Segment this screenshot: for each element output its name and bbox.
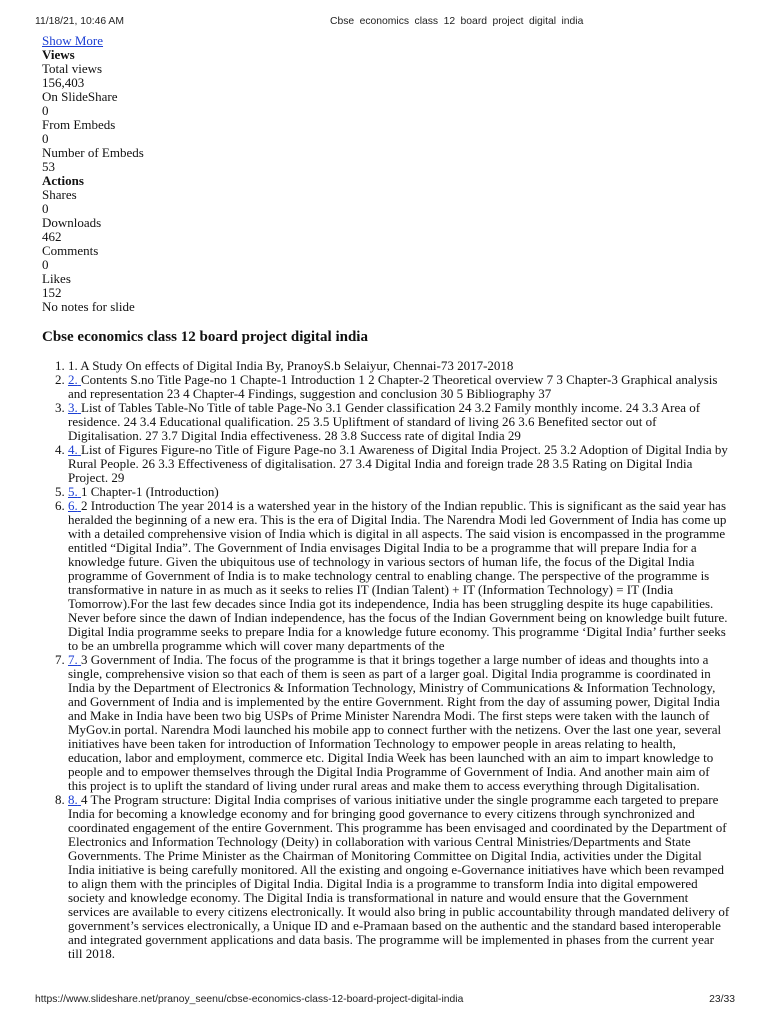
transcript-line: till 2018.	[68, 946, 115, 961]
transcript-line: Tomorrow).For the last few decades since India got its independence, India has been struggling despite its huge capabilities.	[68, 596, 714, 611]
slide-stats	[42, 34, 144, 314]
transcript-line: transformative in nature in as much as it seeks to relies IT (Indian Talent) + IT (Information Technology) = IT (India	[68, 582, 674, 597]
print-page-title: Cbse economics class 12 board project digital india	[330, 16, 584, 27]
transcript-line: India for becoming a knowledge economy and for bringing good governance to every citizens through synchronized and	[68, 806, 695, 821]
slide-notes: No notes for slide	[42, 299, 135, 314]
transcript-item	[68, 793, 729, 961]
downloads-value: 462	[42, 229, 62, 244]
transcript-line: initiatives have been taken for introduction of Information Technology to empower people in areas relating to health,	[68, 736, 676, 751]
transcript-line-text: 2 Introduction The year 2014 is a watershed year in the history of the Indian republic. This is significant as the said year has	[81, 498, 727, 513]
slide-link-label: 3.	[68, 400, 78, 415]
transcript-line: 1. 1. A Study On effects of Digital India By, PranoyS.b Selaiyur, Chennai-73 2017-2018	[68, 358, 514, 373]
transcript-line: people and to empower themselves through the Digital India Programme of Government of India. And another main aim of	[68, 764, 710, 779]
on-slideshare-label: On SlideShare	[42, 89, 118, 104]
show-more-row	[42, 34, 144, 48]
transcript-line-text: Contents S.no Title Page-no 1 Chapte-1 Introduction 1 2 Chapter-2 Theoretical overview 7 3 Chapter-3 Graphical analysis	[81, 372, 718, 387]
transcript-line: to align them with the principles of Digital India. Digital India is a programme to transform India into digital empowered	[68, 876, 698, 891]
transcript-line-text: List of Tables Table-No Title of table Page-No 3.1 Gender classification 24 3.2 Family monthly income. 24 3.3 Area of	[81, 400, 701, 415]
slide-link[interactable]	[68, 652, 81, 667]
slide-link[interactable]	[68, 372, 81, 387]
transcript-line: to be an umbrella programme which will cover many departments of the	[68, 638, 445, 653]
transcript-line: society and knowledge economy. The Digital India is transformational in nature and would ensure that the Government	[68, 890, 689, 905]
print-datetime: 11/18/21, 10:46 AM	[35, 16, 124, 27]
shares-value: 0	[42, 201, 49, 216]
transcript-line-text: 3 Government of India. The focus of the programme is that it brings together a large number of ideas and thoughts into a	[81, 652, 709, 667]
slide-link[interactable]	[68, 400, 81, 415]
transcript-line-text: List of Figures Figure-no Title of Figure Page-no 3.1 Awareness of Digital India Project. 25 3.2 Adoption of Digital India by	[81, 442, 728, 457]
transcript-line: heralded the beginning of a new era. This is the era of Digital India. The Narendra Modi led Government of India has come up	[68, 512, 727, 527]
transcript-line: Electronics and Information Technology (Deity) in collaboration with various Central Ministries/Departments and State	[68, 834, 691, 849]
slide-link-label: 7.	[68, 652, 78, 667]
print-footer	[0, 993, 768, 1007]
slide-link[interactable]	[68, 442, 81, 457]
transcript-line-text: 4 The Program structure: Digital India comprises of various initiative under the single programme each targeted to prepare	[81, 792, 719, 807]
transcript-line	[68, 653, 729, 667]
from-embeds-label: From Embeds	[42, 117, 116, 132]
slide-link-label: 5.	[68, 484, 78, 499]
transcript-line: entitled “Digital India”. The Government of India envisages Digital India to be a programme that will prepare India for a	[68, 540, 697, 555]
comments-label: Comments	[42, 243, 99, 258]
transcript-item	[68, 401, 729, 443]
transcript-item	[68, 359, 729, 373]
transcript-line: coordinated engagement of the entire Government. This programme has been envisaged and coordinated by the Department of	[68, 820, 727, 835]
likes-value: 152	[42, 285, 62, 300]
number-of-embeds-label: Number of Embeds	[42, 145, 144, 160]
transcript-line: residence. 24 3.4 Educational qualification. 25 3.5 Upliftment of standard of living 26 3.6 Benefited sector out of	[68, 414, 657, 429]
transcript-line: with a detailed comprehensive vision of India which is digital in all aspects. The said vision is encompassed in the programme	[68, 526, 726, 541]
transcript-line: and integrated government applications and data basis. The programme will be implemented in phases from the current year	[68, 932, 714, 947]
transcript-title: Cbse economics class 12 board project digital india	[42, 329, 368, 345]
transcript-line: education, labor and employment, commerce etc. Digital India Week has been launched with an aim to impart knowledge to	[68, 750, 714, 765]
transcript-item	[68, 485, 729, 499]
transcript-line	[68, 373, 729, 387]
transcript-line	[68, 401, 729, 415]
likes-label: Likes	[42, 271, 71, 286]
views-heading: Views	[42, 47, 75, 62]
slide-link-label: 8.	[68, 792, 78, 807]
transcript-line: Never before since the dawn of Indian independence, has the focus of the Indian Government being on knowledge built future.	[68, 610, 728, 625]
transcript-line	[68, 485, 729, 499]
transcript-line: single, comprehensive vision so that each of them is seen as part of a larger goal. Digital India programme is coordinated in	[68, 666, 711, 681]
transcript-line: Rural People. 26 3.3 Effectiveness of digitalisation. 27 3.4 Digital India and foreign trade 28 3.5 Rating on Digital India	[68, 456, 693, 471]
transcript-line: Digitalisation. 27 3.7 Digital India effectiveness. 28 3.8 Success rate of digital India 29	[68, 428, 521, 443]
slide-link-label: 4.	[68, 442, 78, 457]
transcript-item	[68, 499, 729, 653]
transcript-line: knowledge future. Given the ubiquitous use of technology in various sectors of human life, the focus of the Digital India	[68, 554, 695, 569]
on-slideshare-value: 0	[42, 103, 49, 118]
transcript-line: services are available to every citizens electronically. It would also bring in public accountability through mandated delivery of	[68, 904, 730, 919]
transcript-line: Project. 29	[68, 470, 125, 485]
transcript-line: programme of Government of India is to make technology central to enabling change. The perspective of the programme is	[68, 568, 710, 583]
transcript-line	[68, 499, 729, 513]
number-of-embeds-value: 53	[42, 159, 55, 174]
slide-link[interactable]	[68, 484, 81, 499]
total-views-label: Total views	[42, 61, 103, 76]
actions-heading: Actions	[42, 173, 84, 188]
transcript-line: India initiative is being carefully monitored. All the existing and ongoing e-Governance initiatives have which been revamped	[68, 862, 724, 877]
downloads-label: Downloads	[42, 215, 102, 230]
slide-link-label: 6.	[68, 498, 78, 513]
transcript-line: Governments. The Prime Minister as the Chairman of Monitoring Committee on Digital India, activities under the Digital	[68, 848, 702, 863]
print-page-number: 23/33	[709, 994, 735, 1005]
shares-label: Shares	[42, 187, 77, 202]
transcript-line	[68, 443, 729, 457]
transcript-line: India by the Department of Electronics & Information Technology, Ministry of Communications & Information Technology,	[68, 680, 716, 695]
comments-value: 0	[42, 257, 49, 272]
transcript-line: and representation 23 4 Chapter-4 Findings, suggestion and conclusion 30 5 Bibliography 37	[68, 386, 552, 401]
show-more-link[interactable]: Show More	[42, 33, 104, 48]
transcript-line: government’s services electronically, a Unique ID and e-Pramaan based on the authentic and the standard based interoperable	[68, 918, 721, 933]
slide-link[interactable]	[68, 498, 81, 513]
transcript-line: this project is to uplift the standard of living under rural areas and make them to access everything through Digitalisation.	[68, 778, 700, 793]
slide-transcript-list	[42, 359, 729, 961]
slide-link[interactable]	[68, 792, 81, 807]
transcript-line: Digital India programme seeks to prepare India for a knowledge future economy. This programme ‘Digital India’ further seeks	[68, 624, 726, 639]
transcript-item	[68, 653, 729, 793]
transcript-line: and Make in India have been two big USPs of Prime Minister Narendra Modi. The first steps were taken with the launch of	[68, 708, 710, 723]
transcript-line: MyGov.in portal. Narendra Modi launched his mobile app to connect further with the netizens. Over the last one year, several	[68, 722, 722, 737]
transcript-item	[68, 373, 729, 401]
transcript-item	[68, 443, 729, 485]
from-embeds-value: 0	[42, 131, 49, 146]
print-page-url: https://www.slideshare.net/pranoy_seenu/cbse-economics-class-12-board-project-digital-india	[35, 994, 464, 1005]
transcript-line	[68, 793, 729, 807]
total-views-value: 156,403	[42, 75, 85, 90]
transcript-line: and Government of India and is implemented by the entire Government. Right from the day of assuming power, Digital India	[68, 694, 720, 709]
print-header	[0, 15, 768, 29]
transcript-line-text: 1 Chapter-1 (Introduction)	[81, 484, 219, 499]
slide-link-label: 2.	[68, 372, 78, 387]
